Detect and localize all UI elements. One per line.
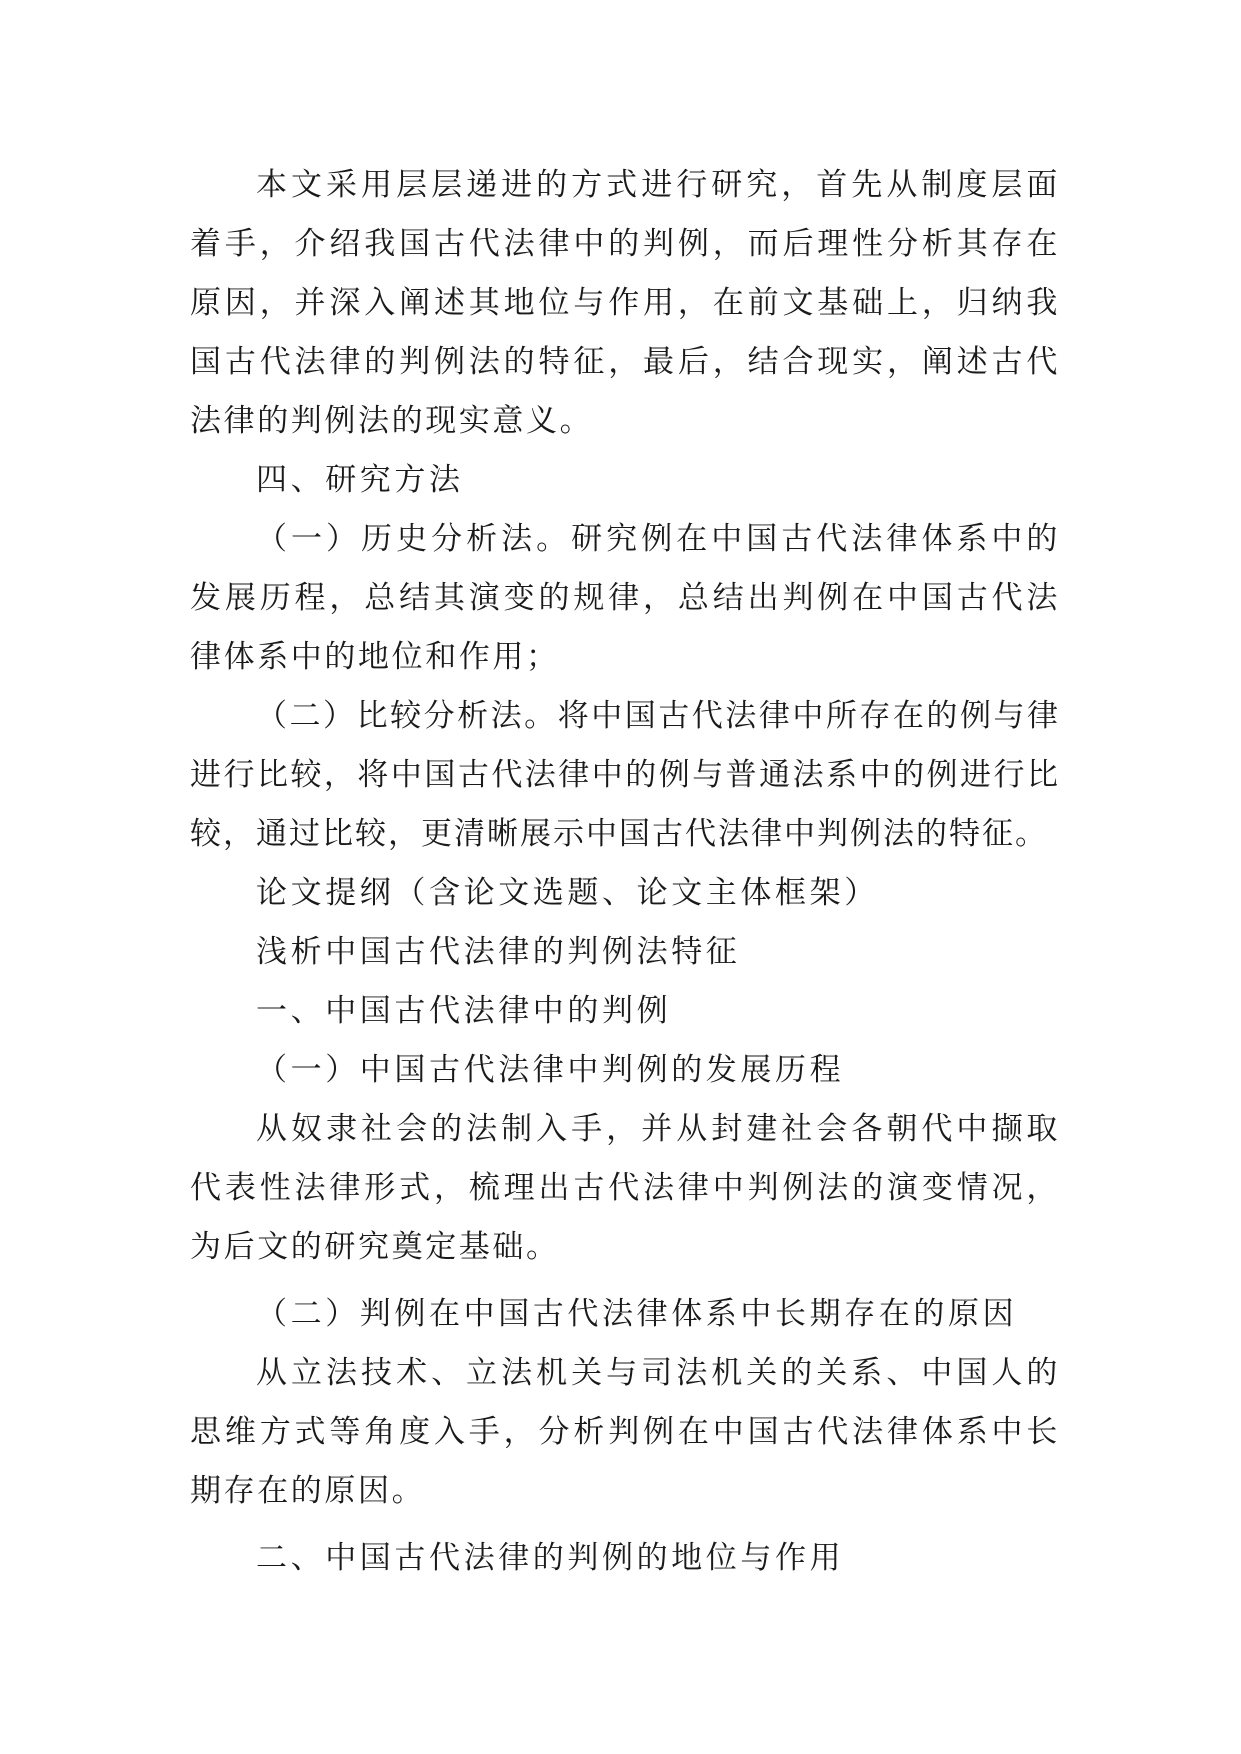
- heading-section-two: 二、中国古代法律的判例的地位与作用: [256, 1540, 845, 1576]
- paragraph-subsection-1-1: 从奴隶社会的法制入手，并从封建社会各朝代中撷取代表性法律形式，梳理出古代法律中判例法的演变情况，为后文的研究奠定基础。: [190, 1111, 1060, 1265]
- heading-research-methods: 四、研究方法: [256, 462, 464, 498]
- paragraph-comparative-analysis: （二）比较分析法。将中国古代法律中所存在的例与律进行比较，将中国古代法律中的例与普通法系中的例进行比较，通过比较，更清晰展示中国古代法律中判例法的特征。: [190, 698, 1060, 852]
- heading-subsection-1-1: （一）中国古代法律中判例的发展历程: [256, 1052, 845, 1088]
- document-body: [190, 156, 1060, 1588]
- thesis-title: 浅析中国古代法律的判例法特征: [256, 934, 741, 970]
- paragraph-subsection-1-2: 从立法技术、立法机关与司法机关的关系、中国人的思维方式等角度入手，分析判例在中国古代法律体系中长期存在的原因。: [190, 1355, 1060, 1509]
- heading-section-one: 一、中国古代法律中的判例: [256, 993, 672, 1029]
- paragraph-historical-analysis: （一）历史分析法。研究例在中国古代法律体系中的发展历程，总结其演变的规律，总结出判例在中国古代法律体系中的地位和作用；: [190, 521, 1060, 675]
- heading-thesis-outline: 论文提纲（含论文选题、论文主体框架）: [256, 875, 879, 911]
- heading-subsection-1-2: （二）判例在中国古代法律体系中长期存在的原因: [256, 1296, 1018, 1332]
- paragraph-research-approach: 本文采用层层递进的方式进行研究，首先从制度层面着手，介绍我国古代法律中的判例，而后理性分析其存在原因，并深入阐述其地位与作用，在前文基础上，归纳我国古代法律的判例法的特征，最后，结合现实，阐述古代法律的判例法的现实意义。: [190, 167, 1060, 439]
